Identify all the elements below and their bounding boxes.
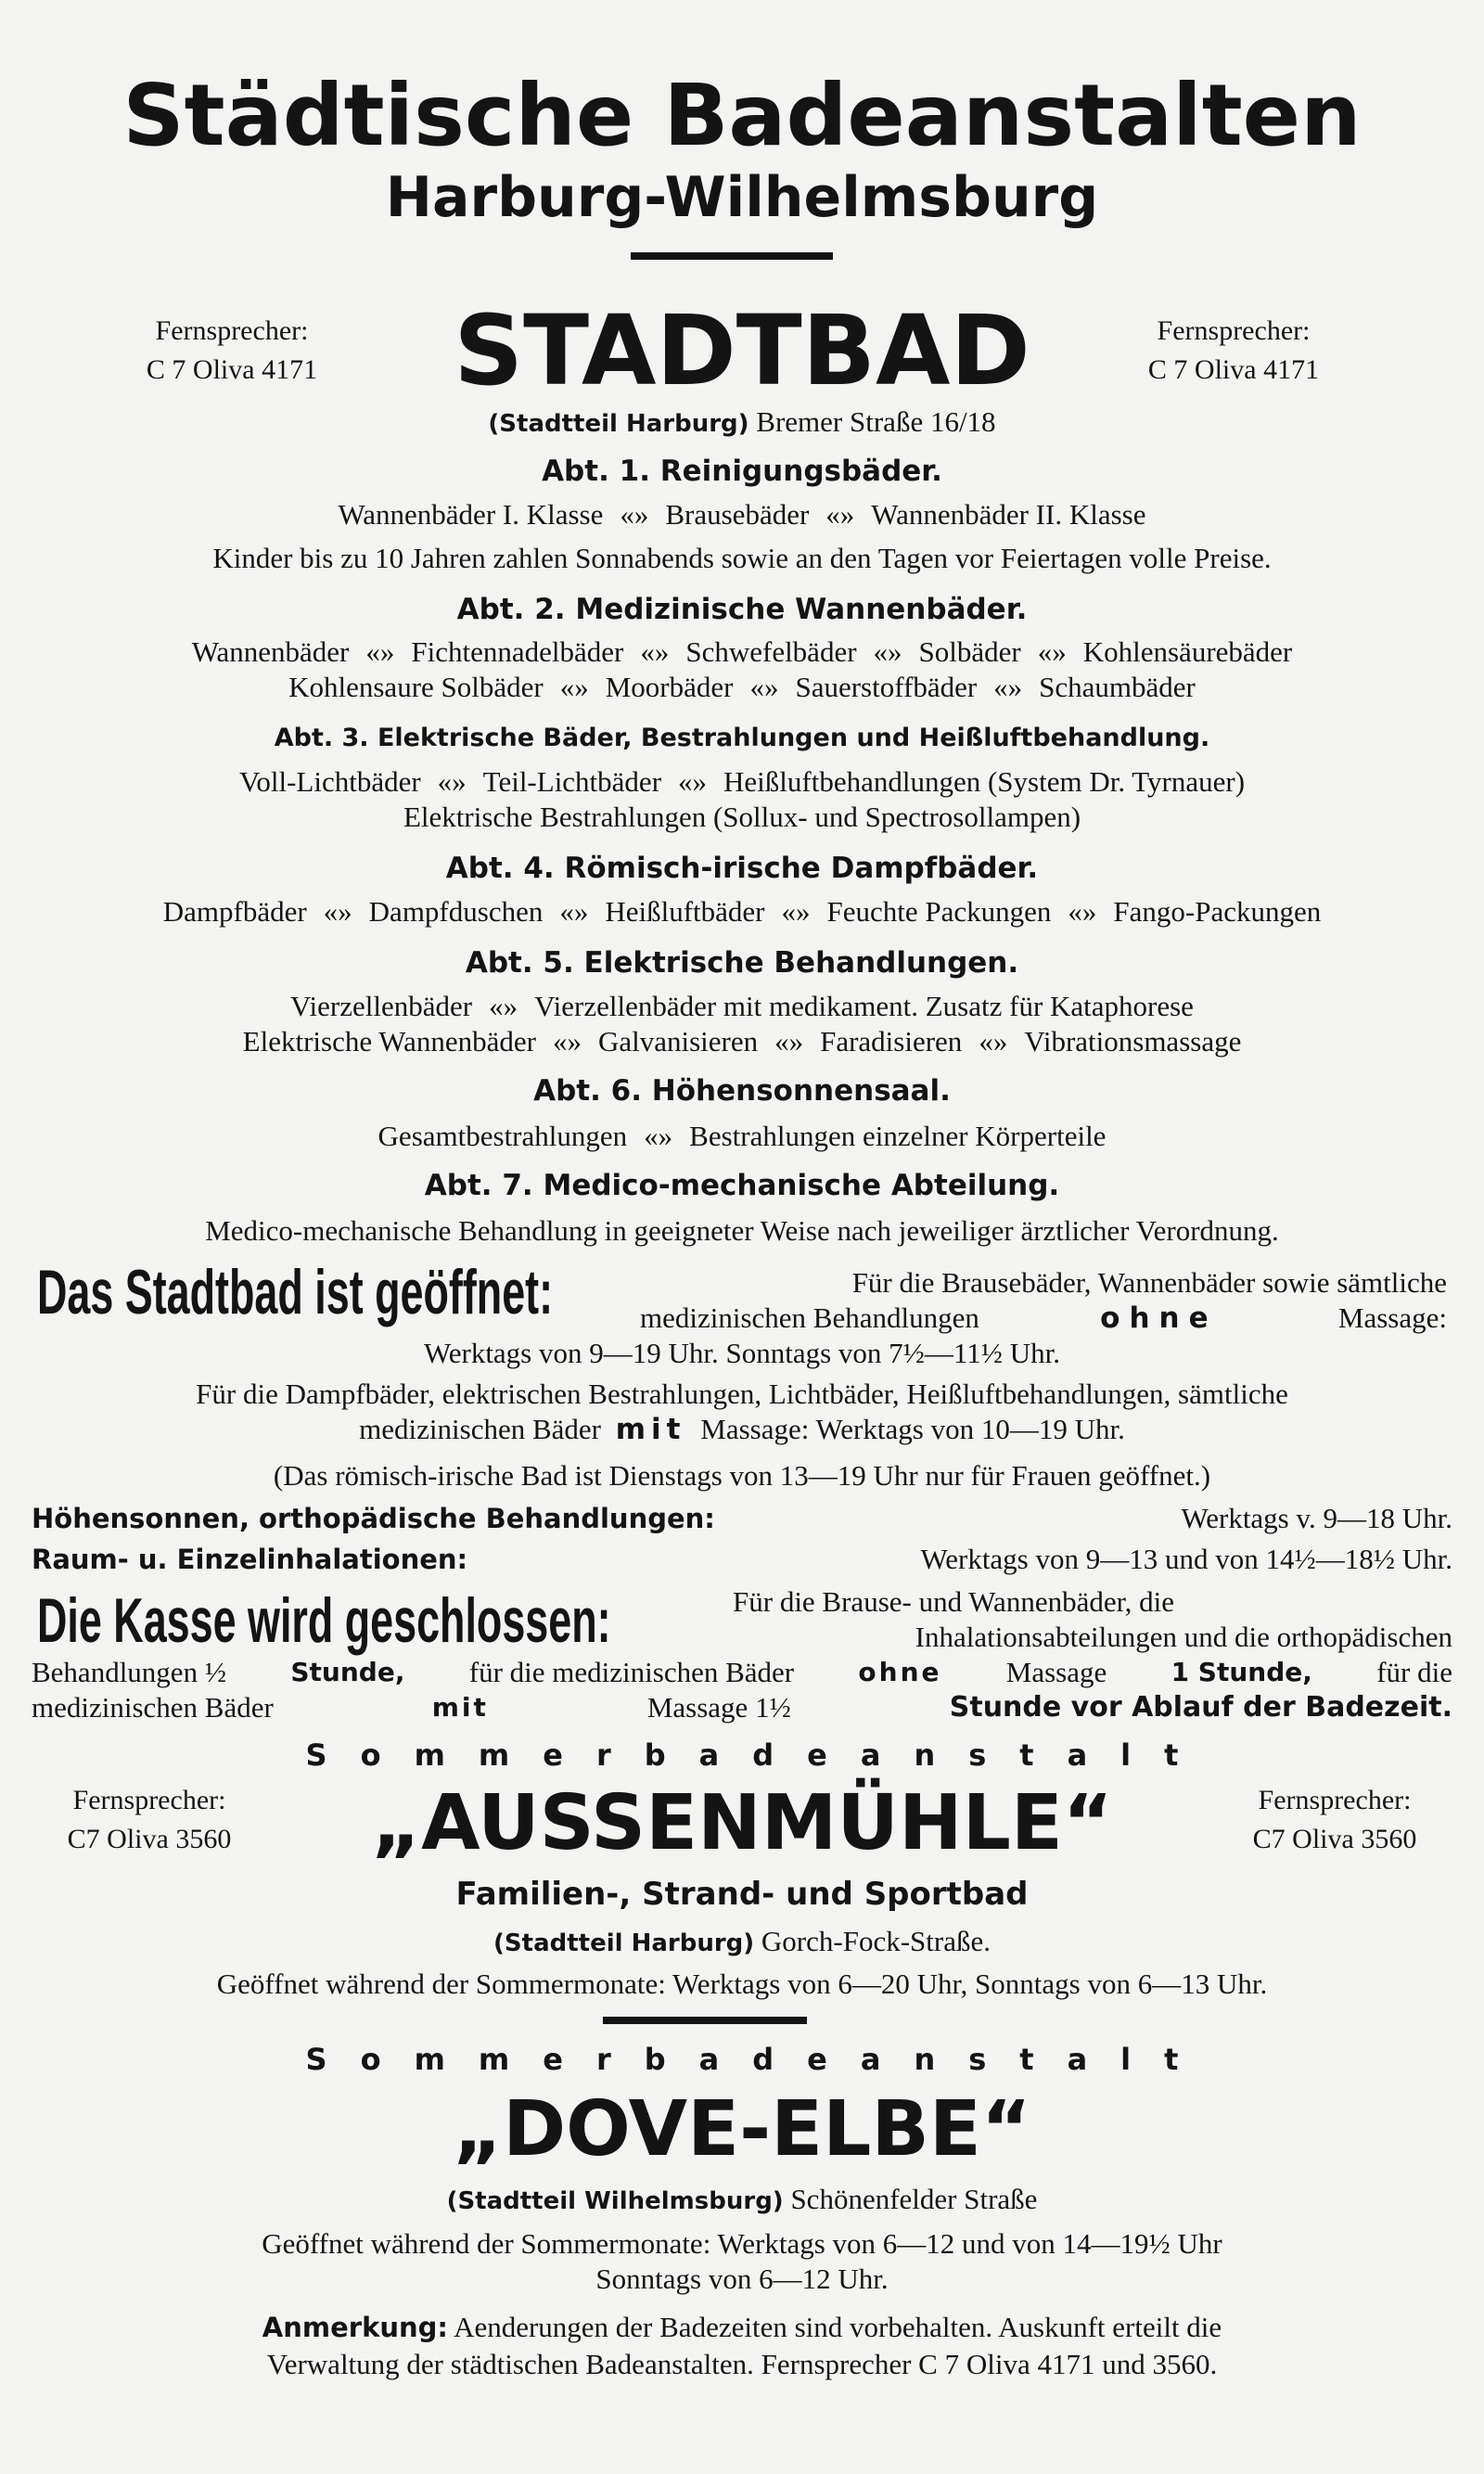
abt1-items: [0, 497, 1484, 532]
abt6-items: [0, 1119, 1484, 1154]
abt5-heading: Abt. 5. Elektrische Behandlungen.: [465, 946, 1019, 980]
abt3-row1: [0, 764, 1484, 800]
separator: «»: [774, 1025, 804, 1058]
kasse-l4b: mit: [431, 1692, 489, 1723]
separator: «»: [993, 671, 1023, 703]
abt2-row2: [0, 670, 1484, 705]
abt2-item: Schwefelbäder: [685, 635, 857, 668]
separator: «»: [620, 498, 649, 531]
abt5-item: Faradisieren: [820, 1025, 963, 1058]
opening-line2: [640, 1301, 1447, 1336]
abt5-item: Vierzellenbäder mit medikament. Zusatz für Kataphorese: [534, 990, 1194, 1022]
kasse-line3: [32, 1655, 1452, 1690]
separator: «»: [749, 671, 779, 703]
abt3-row2: Elektrische Bestrahlungen (Sollux- und Spectrosollampen): [403, 801, 1081, 833]
abt4-items: [0, 894, 1484, 929]
abt1-item: Brausebäder: [665, 498, 810, 531]
opening-line6: (Das römisch-irische Bad ist Dienstags von 13—19 Uhr nur für Frauen geöffnet.): [273, 1459, 1211, 1492]
aussenmuehle-tagline: Familien-, Strand- und Sportbad: [455, 1876, 1029, 1913]
separator: «»: [365, 635, 395, 668]
main-subtitle: Harburg-Wilhelmsburg: [385, 165, 1099, 230]
kasse-l3d: ohne: [858, 1657, 942, 1687]
separator: «»: [323, 895, 352, 928]
separator: «»: [781, 895, 811, 928]
phone-number: C7 Oliva 3560: [67, 1824, 232, 1854]
doveelbe-title: „DOVE-ELBE“: [453, 2085, 1031, 2173]
separator: «»: [979, 1025, 1008, 1058]
opening-l2-text: medizinischen Behandlungen: [640, 1301, 979, 1334]
doveelbe-kind: Sommerbadeanstalt: [305, 2042, 1212, 2077]
doveelbe-district: (Stadtteil Wilhelmsburg): [446, 2187, 784, 2215]
abt2-item: Schaumbäder: [1039, 671, 1196, 703]
separator: «»: [437, 765, 467, 798]
opening-l5-massage: Massage: Werktags von 10—19 Uhr.: [700, 1413, 1125, 1445]
kasse-line1: [733, 1584, 1452, 1620]
abt7-text: Medico-mechanische Behandlung in geeigneter Weise nach jeweiliger ärztlicher Verordnung.: [205, 1214, 1279, 1247]
kasse-l3a: Behandlungen ½: [32, 1656, 227, 1688]
abt2-item: Kohlensäurebäder: [1082, 635, 1293, 668]
kasse-line2: Inhalationsabteilungen und die orthopädischen: [915, 1621, 1452, 1653]
note-line2: Verwaltung der städtischen Badeanstalten. Fernsprecher C 7 Oliva 4171 und 3560.: [266, 2348, 1218, 2380]
inhalation-line: [32, 1542, 1452, 1577]
abt6-item: Gesamtbestrahlungen: [377, 1120, 628, 1152]
abt2-item: Wannenbäder: [191, 635, 350, 668]
kasse-l3c: für die medizinischen Bäder: [468, 1656, 795, 1688]
phone-label: Fernsprecher:: [155, 315, 309, 346]
abt3-item: Heißluftbehandlungen (System Dr. Tyrnauer): [723, 765, 1246, 798]
abt5-item: Vibrationsmassage: [1024, 1025, 1242, 1058]
abt2-heading: Abt. 2. Medizinische Wannenbäder.: [456, 593, 1028, 626]
hoehensonnen-line: [32, 1501, 1452, 1536]
doveelbe-hours2: Sonntags von 6—12 Uhr.: [595, 2262, 889, 2295]
opening-line5: [0, 1412, 1484, 1447]
abt1-item: Wannenbäder II. Klasse: [871, 498, 1146, 531]
doveelbe-address-line: [0, 2182, 1484, 2219]
aussenmuehle-title: „AUSSENMÜHLE“: [371, 1779, 1113, 1867]
note-line1: [0, 2310, 1484, 2345]
abt6-item: Bestrahlungen einzelner Körperteile: [689, 1120, 1107, 1152]
aussenmuehle-hours: Geöffnet während der Sommermonate: Werktags von 6—20 Uhr, Sonntags von 6—13 Uhr.: [216, 1968, 1268, 2000]
kasse-heading: Die Kasse wird geschlossen:: [37, 1585, 611, 1656]
phone-label: Fernsprecher:: [1157, 315, 1311, 346]
header-divider: [631, 252, 833, 260]
abt2-row1: [0, 635, 1484, 670]
abt2-item: Moorbäder: [605, 671, 734, 703]
opening-line1: Für die Brausebäder, Wannenbäder sowie sämtliche: [851, 1266, 1447, 1299]
stadtbad-address: Bremer Straße 16/18: [756, 405, 996, 438]
abt5-item: Galvanisieren: [597, 1025, 759, 1058]
abt5-item: Vierzellenbäder: [290, 990, 473, 1022]
kasse-l4a: medizinischen Bäder: [32, 1691, 274, 1724]
main-title: Städtische Badeanstalten: [122, 66, 1362, 165]
abt3-item: Voll-Lichtbäder: [238, 765, 421, 798]
stadtbad-address-line: [0, 404, 1484, 442]
hoehensonnen-hours: Werktags v. 9—18 Uhr.: [1181, 1502, 1452, 1534]
opening-ohne: ohne: [1100, 1301, 1218, 1335]
kasse-l3b: Stunde,: [290, 1657, 405, 1687]
kasse-l3e: Massage: [1005, 1656, 1107, 1688]
kasse-line4: [32, 1690, 1452, 1725]
abt4-item: Dampfduschen: [368, 895, 544, 928]
opening-line3: Werktags von 9—19 Uhr. Sonntags von 7½—11½ Uhr.: [423, 1337, 1061, 1369]
abt6-heading: Abt. 6. Höhensonnensaal.: [533, 1074, 951, 1108]
kinder-note: Kinder bis zu 10 Jahren zahlen Sonnabends sowie an den Tagen vor Feiertagen volle Preise.: [212, 542, 1272, 574]
separator: «»: [640, 635, 670, 668]
doveelbe-hours1: Geöffnet während der Sommermonate: Werktags von 6—12 und von 14—19½ Uhr: [262, 2227, 1222, 2260]
phone-number: C 7 Oliva 4171: [146, 354, 318, 385]
separator: «»: [559, 895, 589, 928]
aussenmuehle-address: Gorch-Fock-Straße.: [761, 1925, 991, 1957]
abt3-item: Teil-Lichtbäder: [482, 765, 662, 798]
kasse-l4d: Stunde vor Ablauf der Badezeit.: [949, 1691, 1452, 1724]
abt2-item: Kohlensaure Solbäder: [288, 671, 544, 703]
kasse-l1-text: Für die Brause- und Wannenbäder, die: [733, 1585, 1175, 1618]
opening-heading: Das Stadtbad ist geöffnet:: [37, 1257, 554, 1327]
aussenmuehle-address-line: [0, 1924, 1484, 1961]
phone-number: C 7 Oliva 4171: [1147, 354, 1320, 385]
stadtbad-title: STADTBAD: [454, 294, 1030, 407]
inhalation-hours: Werktags von 9—13 und von 14½—18½ Uhr.: [920, 1543, 1452, 1575]
doveelbe-address: Schönenfelder Straße: [790, 2183, 1038, 2215]
opening-line4: Für die Dampfbäder, elektrischen Bestrahlungen, Lichtbäder, Heißluftbehandlungen, sämtliche: [196, 1378, 1288, 1410]
note-text: Aenderungen der Badezeiten sind vorbehalten. Auskunft erteilt die: [454, 2311, 1222, 2343]
phone-number: C7 Oliva 3560: [1252, 1824, 1417, 1854]
abt7-heading: Abt. 7. Medico-mechanische Abteilung.: [424, 1169, 1060, 1202]
abt5-row1: [0, 989, 1484, 1024]
inhalation-label: Raum- u. Einzelinhalationen:: [32, 1544, 468, 1575]
abt4-heading: Abt. 4. Römisch-irische Dampfbäder.: [445, 852, 1039, 885]
separator: «»: [1068, 895, 1097, 928]
phone-label: Fernsprecher:: [1258, 1785, 1412, 1815]
abt4-item: Heißluftbäder: [605, 895, 765, 928]
abt4-item: Feuchte Packungen: [826, 895, 1052, 928]
aussenmuehle-district: (Stadtteil Harburg): [493, 1929, 755, 1957]
abt5-item: Elektrische Wannenbäder: [242, 1025, 536, 1058]
separator: «»: [1037, 635, 1067, 668]
separator: «»: [873, 635, 902, 668]
phone-label: Fernsprecher:: [72, 1785, 226, 1815]
separator: «»: [552, 1025, 582, 1058]
separator: «»: [825, 498, 855, 531]
separator: «»: [489, 990, 518, 1022]
section-divider: [603, 2017, 807, 2024]
stadtbad-district: (Stadtteil Harburg): [488, 410, 749, 438]
abt3-heading: Abt. 3. Elektrische Bäder, Bestrahlungen und Heißluftbehandlung.: [274, 724, 1210, 752]
kasse-l4c: Massage 1½: [646, 1691, 791, 1724]
kasse-l3f: 1 Stunde,: [1171, 1657, 1312, 1687]
opening-l2-massage: Massage:: [1337, 1301, 1447, 1334]
separator: «»: [644, 1120, 673, 1152]
abt4-item: Fango-Packungen: [1113, 895, 1322, 928]
note-label: Anmerkung:: [262, 2312, 449, 2343]
abt1-item: Wannenbäder I. Klasse: [338, 498, 604, 531]
abt2-item: Sauerstoffbäder: [795, 671, 978, 703]
abt5-row2: [0, 1024, 1484, 1059]
separator: «»: [559, 671, 589, 703]
separator: «»: [678, 765, 708, 798]
opening-l5-text: medizinischen Bäder: [359, 1413, 601, 1445]
hoehensonnen-label: Höhensonnen, orthopädische Behandlungen:: [32, 1503, 715, 1534]
kasse-l3g: für die: [1376, 1656, 1452, 1688]
abt1-heading: Abt. 1. Reinigungsbäder.: [542, 455, 942, 488]
abt4-item: Dampfbäder: [162, 895, 307, 928]
opening-mit: mit: [615, 1413, 686, 1446]
abt2-item: Fichtennadelbäder: [411, 635, 624, 668]
abt2-item: Solbäder: [918, 635, 1021, 668]
aussenmuehle-kind: Sommerbadeanstalt: [305, 1737, 1212, 1773]
